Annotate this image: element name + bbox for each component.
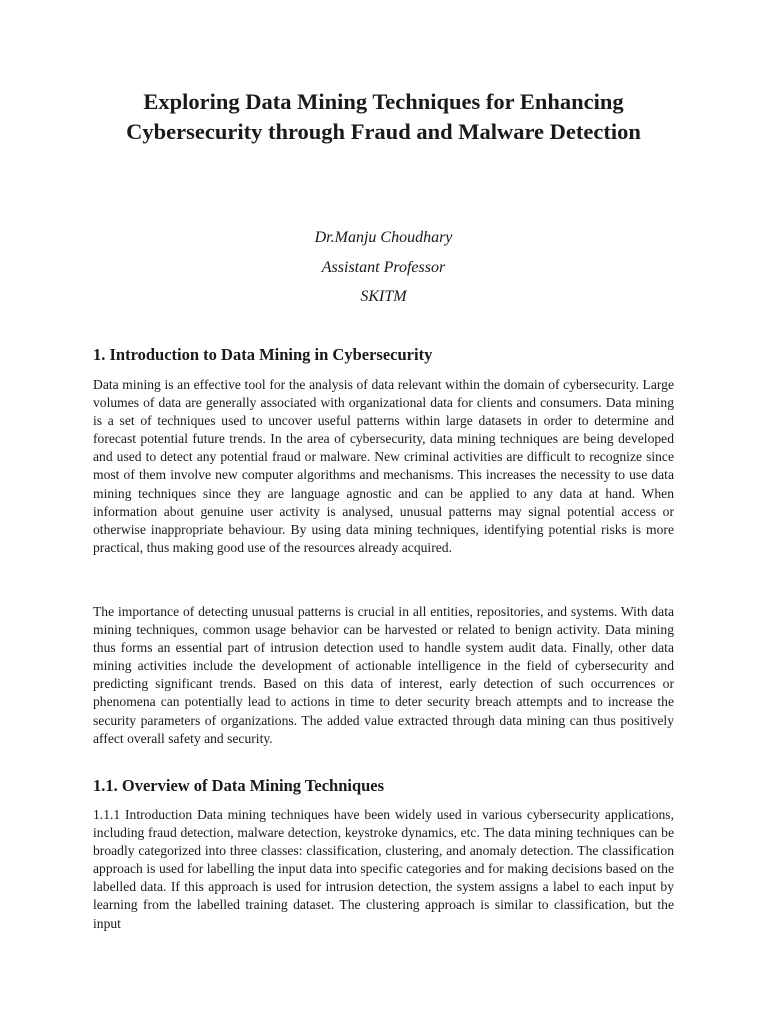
section-heading-introduction: 1. Introduction to Data Mining in Cybersecurity <box>93 345 433 364</box>
paper-title: Exploring Data Mining Techniques for Enhancing Cybersecurity through Fraud and Malware Detection <box>126 89 641 144</box>
author-name: Dr.Manju Choudhary <box>314 229 453 246</box>
paragraph-intro-1: Data mining is an effective tool for the analysis of data relevant within the domain of cybersecurity. Large volumes of data are generally associated with organizational data for clients and consumers. Data mining is a set of techniques used to uncover useful patterns within large datasets in order to determine and forecast potential future trends. In the area of cybersecurity, data mining techniques are being developed and used to detect any potential fraud or malware. New criminal activities are difficult to recognize since most of them involve new computer algorithms and mechanisms. This increases the necessity to use data mining techniques since they are language agnostic and can be applied to any data at hand. When information about genuine user activity is analysed, unusual patterns may signal potential access or otherwise inappropriate behaviour. By using data mining techniques, identifying potential risks is more practical, thus making good use of the resources already acquired. <box>93 377 674 555</box>
paragraph-intro-2: The importance of detecting unusual patterns is crucial in all entities, repositories, and systems. With data mining techniques, common usage behavior can be harvested or related to benign activity. Data mining thus forms an essential part of intrusion detection used to handle system audit data. Finally, other data mining activities include the development of actionable intelligence in the field of cybersecurity and predicting significant trends. Based on this data of interest, early detection of such occurrences or phenomena can potentially lead to actions in time to deter security breach attempts and to increase the security parameters of organizations. The added value extracted through data mining can thus positively affect overall safety and security. <box>93 604 674 746</box>
paragraph-overview-1: 1.1.1 Introduction Data mining techniques have been widely used in various cybersecurity applications, including fraud detection, malware detection, keystroke dynamics, etc. The data mining techniques can be broadly categorized into three classes: classification, clustering, and anomaly detection. The classification approach is used for labelling the input data into specific categories and for making decisions based on the labelled data. If this approach is used for intrusion detection, the system assigns a label to each input by learning from the labelled training dataset. The clustering approach is similar to classification, but the input <box>93 807 674 931</box>
author-affiliation: SKITM <box>360 288 407 305</box>
section-heading-overview: 1.1. Overview of Data Mining Techniques <box>93 776 385 795</box>
author-block <box>93 226 674 315</box>
author-position: Assistant Professor <box>321 258 446 276</box>
